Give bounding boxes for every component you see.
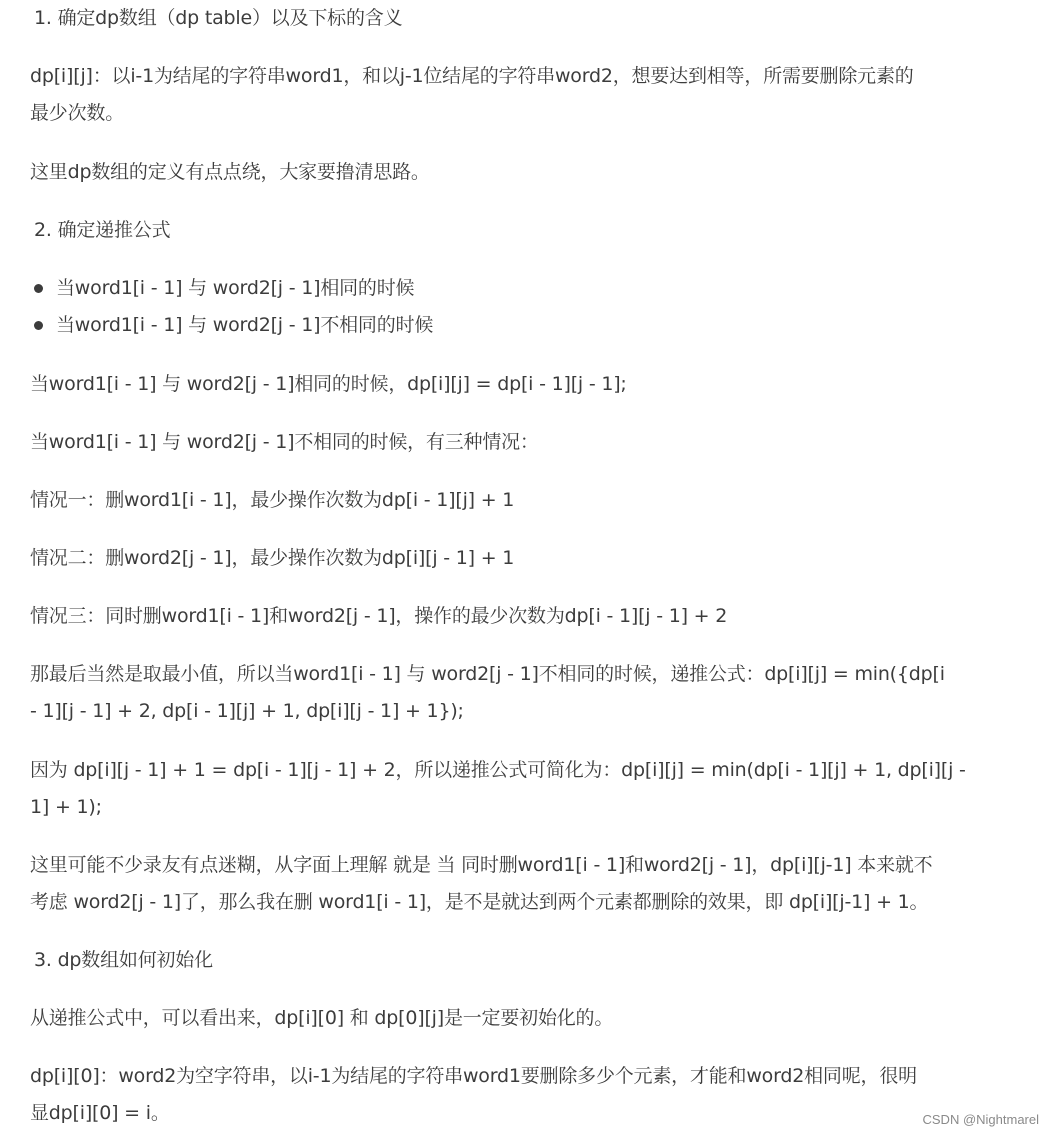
heading-initialization: 3. dp数组如何初始化 <box>34 949 213 971</box>
paragraph-case-two: 情况二：删word2[j - 1]，最少操作次数为dp[i][j - 1] + 1 <box>30 547 515 569</box>
paragraph-dp-note: 这里dp数组的定义有点点绕，大家要撸清思路。 <box>30 161 430 183</box>
csdn-watermark: CSDN @Nightmarel <box>922 1112 1039 1127</box>
bullet-dot-icon <box>34 321 43 330</box>
paragraph-explanation: 这里可能不少录友有点迷糊，从字面上理解 就是 当 同时删word1[i - 1]和word2[j - 1]，dp[i][j-1] 本来就不 考虑 word2[j - 1]了，那么我在删 word1[i - 1]，是不是就达到两个元素都删除的效果，即 dp[i][j-1] + 1。 <box>30 854 933 913</box>
bullet-dot-icon <box>34 284 43 293</box>
paragraph-min-formula: 那最后当然是取最小值，所以当word1[i - 1] 与 word2[j - 1]不相同的时候，递推公式：dp[i][j] = min({dp[i - 1][j - 1] + 2, dp[i - 1][j] + 1, dp[i][j - 1] + 1}); <box>30 663 945 722</box>
list-item-text: 当word1[i - 1] 与 word2[j - 1]不相同的时候 <box>56 314 434 336</box>
heading-recurrence: 2. 确定递推公式 <box>34 219 171 241</box>
heading-dp-definition: 1. 确定dp数组（dp table）以及下标的含义 <box>34 7 403 29</box>
paragraph-diff-case: 当word1[i - 1] 与 word2[j - 1]不相同的时候，有三种情况： <box>30 431 539 453</box>
paragraph-init-detail: dp[i][0]：word2为空字符串，以i-1为结尾的字符串word1要删除多少个元素，才能和word2相同呢，很明 显dp[i][0] = i。 <box>30 1065 917 1124</box>
list-item-text: 当word1[i - 1] 与 word2[j - 1]相同的时候 <box>56 277 415 299</box>
paragraph-dp-meaning: dp[i][j]：以i-1为结尾的字符串word1，和以j-1位结尾的字符串word2，想要达到相等，所需要删除元素的 最少次数。 <box>30 65 914 124</box>
paragraph-case-three: 情况三：同时删word1[i - 1]和word2[j - 1]，操作的最少次数为dp[i - 1][j - 1] + 2 <box>30 605 728 627</box>
paragraph-simplified: 因为 dp[i][j - 1] + 1 = dp[i - 1][j - 1] + 2，所以递推公式可简化为：dp[i][j] = min(dp[i - 1][j] + 1, dp[i][j - 1] + 1); <box>30 759 966 818</box>
paragraph-init-note: 从递推公式中，可以看出来，dp[i][0] 和 dp[0][j]是一定要初始化的。 <box>30 1007 614 1029</box>
paragraph-case-one: 情况一：删word1[i - 1]，最少操作次数为dp[i - 1][j] + 1 <box>30 489 515 511</box>
paragraph-same-case: 当word1[i - 1] 与 word2[j - 1]相同的时候，dp[i][j] = dp[i - 1][j - 1]; <box>30 373 627 395</box>
